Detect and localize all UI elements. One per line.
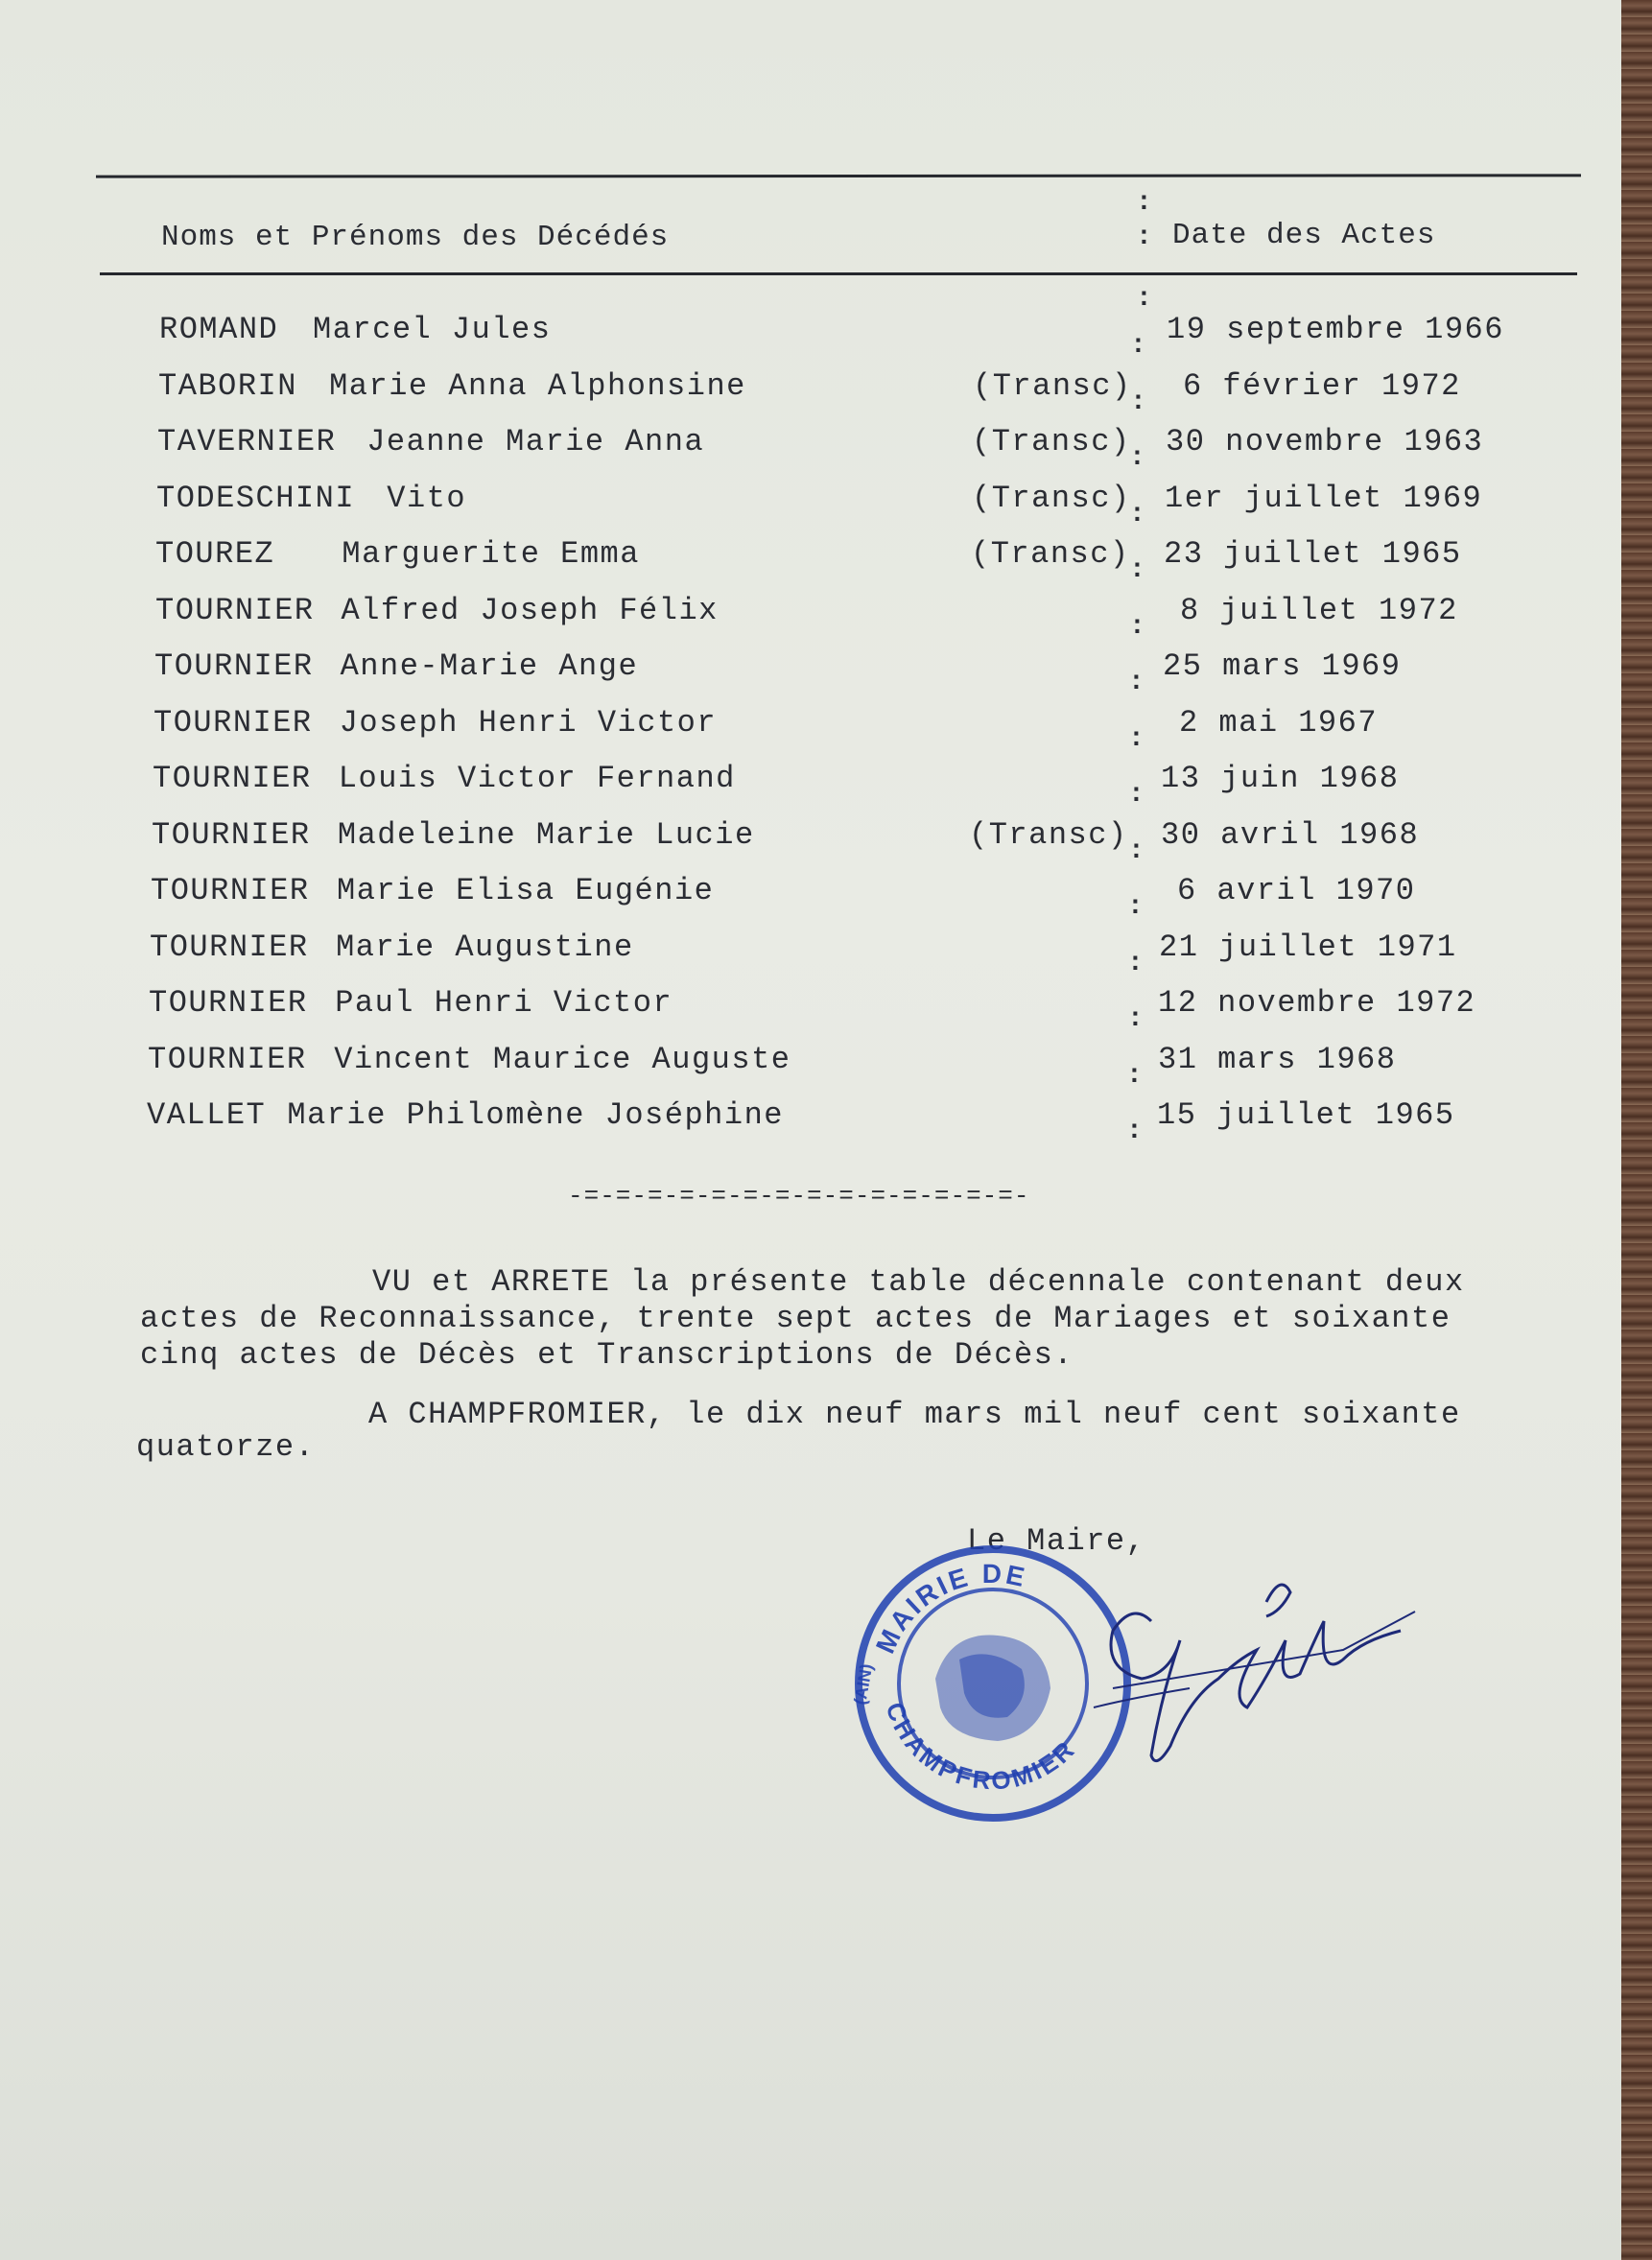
entry-row [0,761,1621,809]
entry-surname: TOURNIER [153,761,312,796]
stamp-text-left: (AIN) [850,1661,877,1707]
entry-colon: : [1127,949,1144,978]
entry-colon: : [1127,1004,1144,1034]
entry-colon: : [1128,836,1145,866]
entry-date: 23 juillet 1965 [1164,536,1462,572]
entry-colon: : [1127,892,1144,922]
entry-date: 31 mars 1968 [1158,1042,1397,1077]
entry-colon: : [1126,1117,1143,1146]
entry-row [0,1042,1621,1090]
closing-line-2: actes de Reconnaissance, trente sept actes de Mariages et soixante [140,1301,1451,1336]
entry-given-names: Louis Victor Fernand [338,761,736,796]
entry-given-names: Vito [387,481,467,516]
header-colon: : [1136,223,1152,252]
entry-colon: : [1128,668,1145,697]
entry-surname: TOURNIER [152,817,311,853]
entry-given-names: Marguerite Emma [342,536,640,572]
entry-row [0,873,1621,921]
entry-surname: TODESCHINI [156,481,356,516]
entry-date: 2 mai 1967 [1179,705,1379,741]
entry-colon: : [1129,500,1145,530]
entry-given-names: Marie Philomène Joséphine [287,1097,784,1133]
signatory-title: Le Maire, [967,1523,1146,1559]
names-column-header: Noms et Prénoms des Décédés [161,221,670,254]
entry-date: 8 juillet 1972 [1180,593,1458,628]
entry-row [0,424,1621,472]
entry-surname: VALLET [147,1097,267,1133]
entry-row [0,985,1621,1033]
entry-given-names: Paul Henri Victor [335,985,673,1021]
entry-row [0,705,1621,753]
top-rule [96,174,1581,177]
entry-colon: : [1129,443,1145,473]
closing-line-1: VU et ARRETE la présente table décennale contenant deux [372,1264,1465,1300]
entry-given-names: Alfred Joseph Félix [341,593,719,628]
entry-row [0,1097,1621,1145]
entry-surname: TOURNIER [148,1042,307,1077]
entry-given-names: Madeleine Marie Lucie [337,817,755,853]
entry-colon: : [1128,724,1145,754]
entry-surname: TOURNIER [154,648,314,684]
entry-colon: : [1126,1061,1143,1091]
entry-colon: : [1129,612,1145,642]
stamp-text-top: MAIRIE DE [869,1558,1030,1659]
entry-transcription-note: (Transc) [972,424,1131,459]
separator-line: -=-=-=-=-=-=-=-=-=-=-=-=-=-=- [568,1182,1030,1211]
column-separator-colon: : [1136,284,1152,314]
entry-given-names: Marie Augustine [336,930,634,965]
closing-line-4: A CHAMPFROMIER, le dix neuf mars mil neuf cent soixante [368,1397,1461,1432]
entry-surname: TOURNIER [150,930,309,965]
entry-transcription-note: (Transc) [972,481,1131,516]
entry-date: 21 juillet 1971 [1159,930,1457,965]
entry-row [0,536,1621,584]
entry-given-names: Joseph Henri Victor [339,705,718,741]
entry-row [0,593,1621,641]
entry-date: 30 novembre 1963 [1166,424,1484,459]
entry-surname: TOURNIER [151,873,310,908]
header-colon-top: : [1136,188,1152,218]
closing-line-5: quatorze. [136,1429,316,1465]
entry-row [0,481,1621,529]
entry-date: 6 avril 1970 [1177,873,1416,908]
entry-date: 25 mars 1969 [1163,648,1402,684]
entry-given-names: Marie Elisa Eugénie [337,873,715,908]
entry-transcription-note: (Transc) [969,817,1128,853]
entry-surname: TOURNIER [153,705,313,741]
entry-surname: ROMAND [159,312,279,347]
entry-colon: : [1130,331,1146,361]
entry-row [0,648,1621,696]
entry-surname: TAVERNIER [157,424,337,459]
binding-edge [1621,0,1652,2260]
entry-date: 12 novembre 1972 [1158,985,1476,1021]
entry-given-names: Marcel Jules [313,312,552,347]
entry-surname: TOURNIER [155,593,315,628]
closing-line-3: cinq actes de Décès et Transcriptions de Décès. [140,1337,1074,1373]
entry-date: 13 juin 1968 [1161,761,1400,796]
entry-row [0,312,1621,360]
entry-date: 15 juillet 1965 [1157,1097,1455,1133]
entry-surname: TOURNIER [149,985,308,1021]
entry-date: 6 février 1972 [1183,368,1461,404]
entry-surname: TABORIN [158,368,297,404]
entry-date: 30 avril 1968 [1161,817,1420,853]
entry-colon: : [1129,555,1145,585]
entry-given-names: Vincent Maurice Auguste [334,1042,791,1077]
entry-surname: TOUREZ [155,536,275,572]
entry-transcription-note: (Transc) [973,368,1132,404]
date-column-header: Date des Actes [1172,219,1436,252]
header-rule [100,272,1577,275]
entry-transcription-note: (Transc) [971,536,1130,572]
entry-row [0,817,1621,865]
stamp-text-bottom: CHAMPFROMIER [880,1698,1082,1796]
entry-given-names: Jeanne Marie Anna [366,424,705,459]
entry-given-names: Marie Anna Alphonsine [329,368,746,404]
mayor-signature [1074,1564,1420,1794]
entry-colon: : [1128,780,1145,810]
entry-date: 1er juillet 1969 [1165,481,1483,516]
entry-colon: : [1130,388,1146,417]
entry-row [0,368,1621,416]
entry-given-names: Anne-Marie Ange [340,648,639,684]
entry-row [0,930,1621,977]
entry-date: 19 septembre 1966 [1167,312,1504,347]
